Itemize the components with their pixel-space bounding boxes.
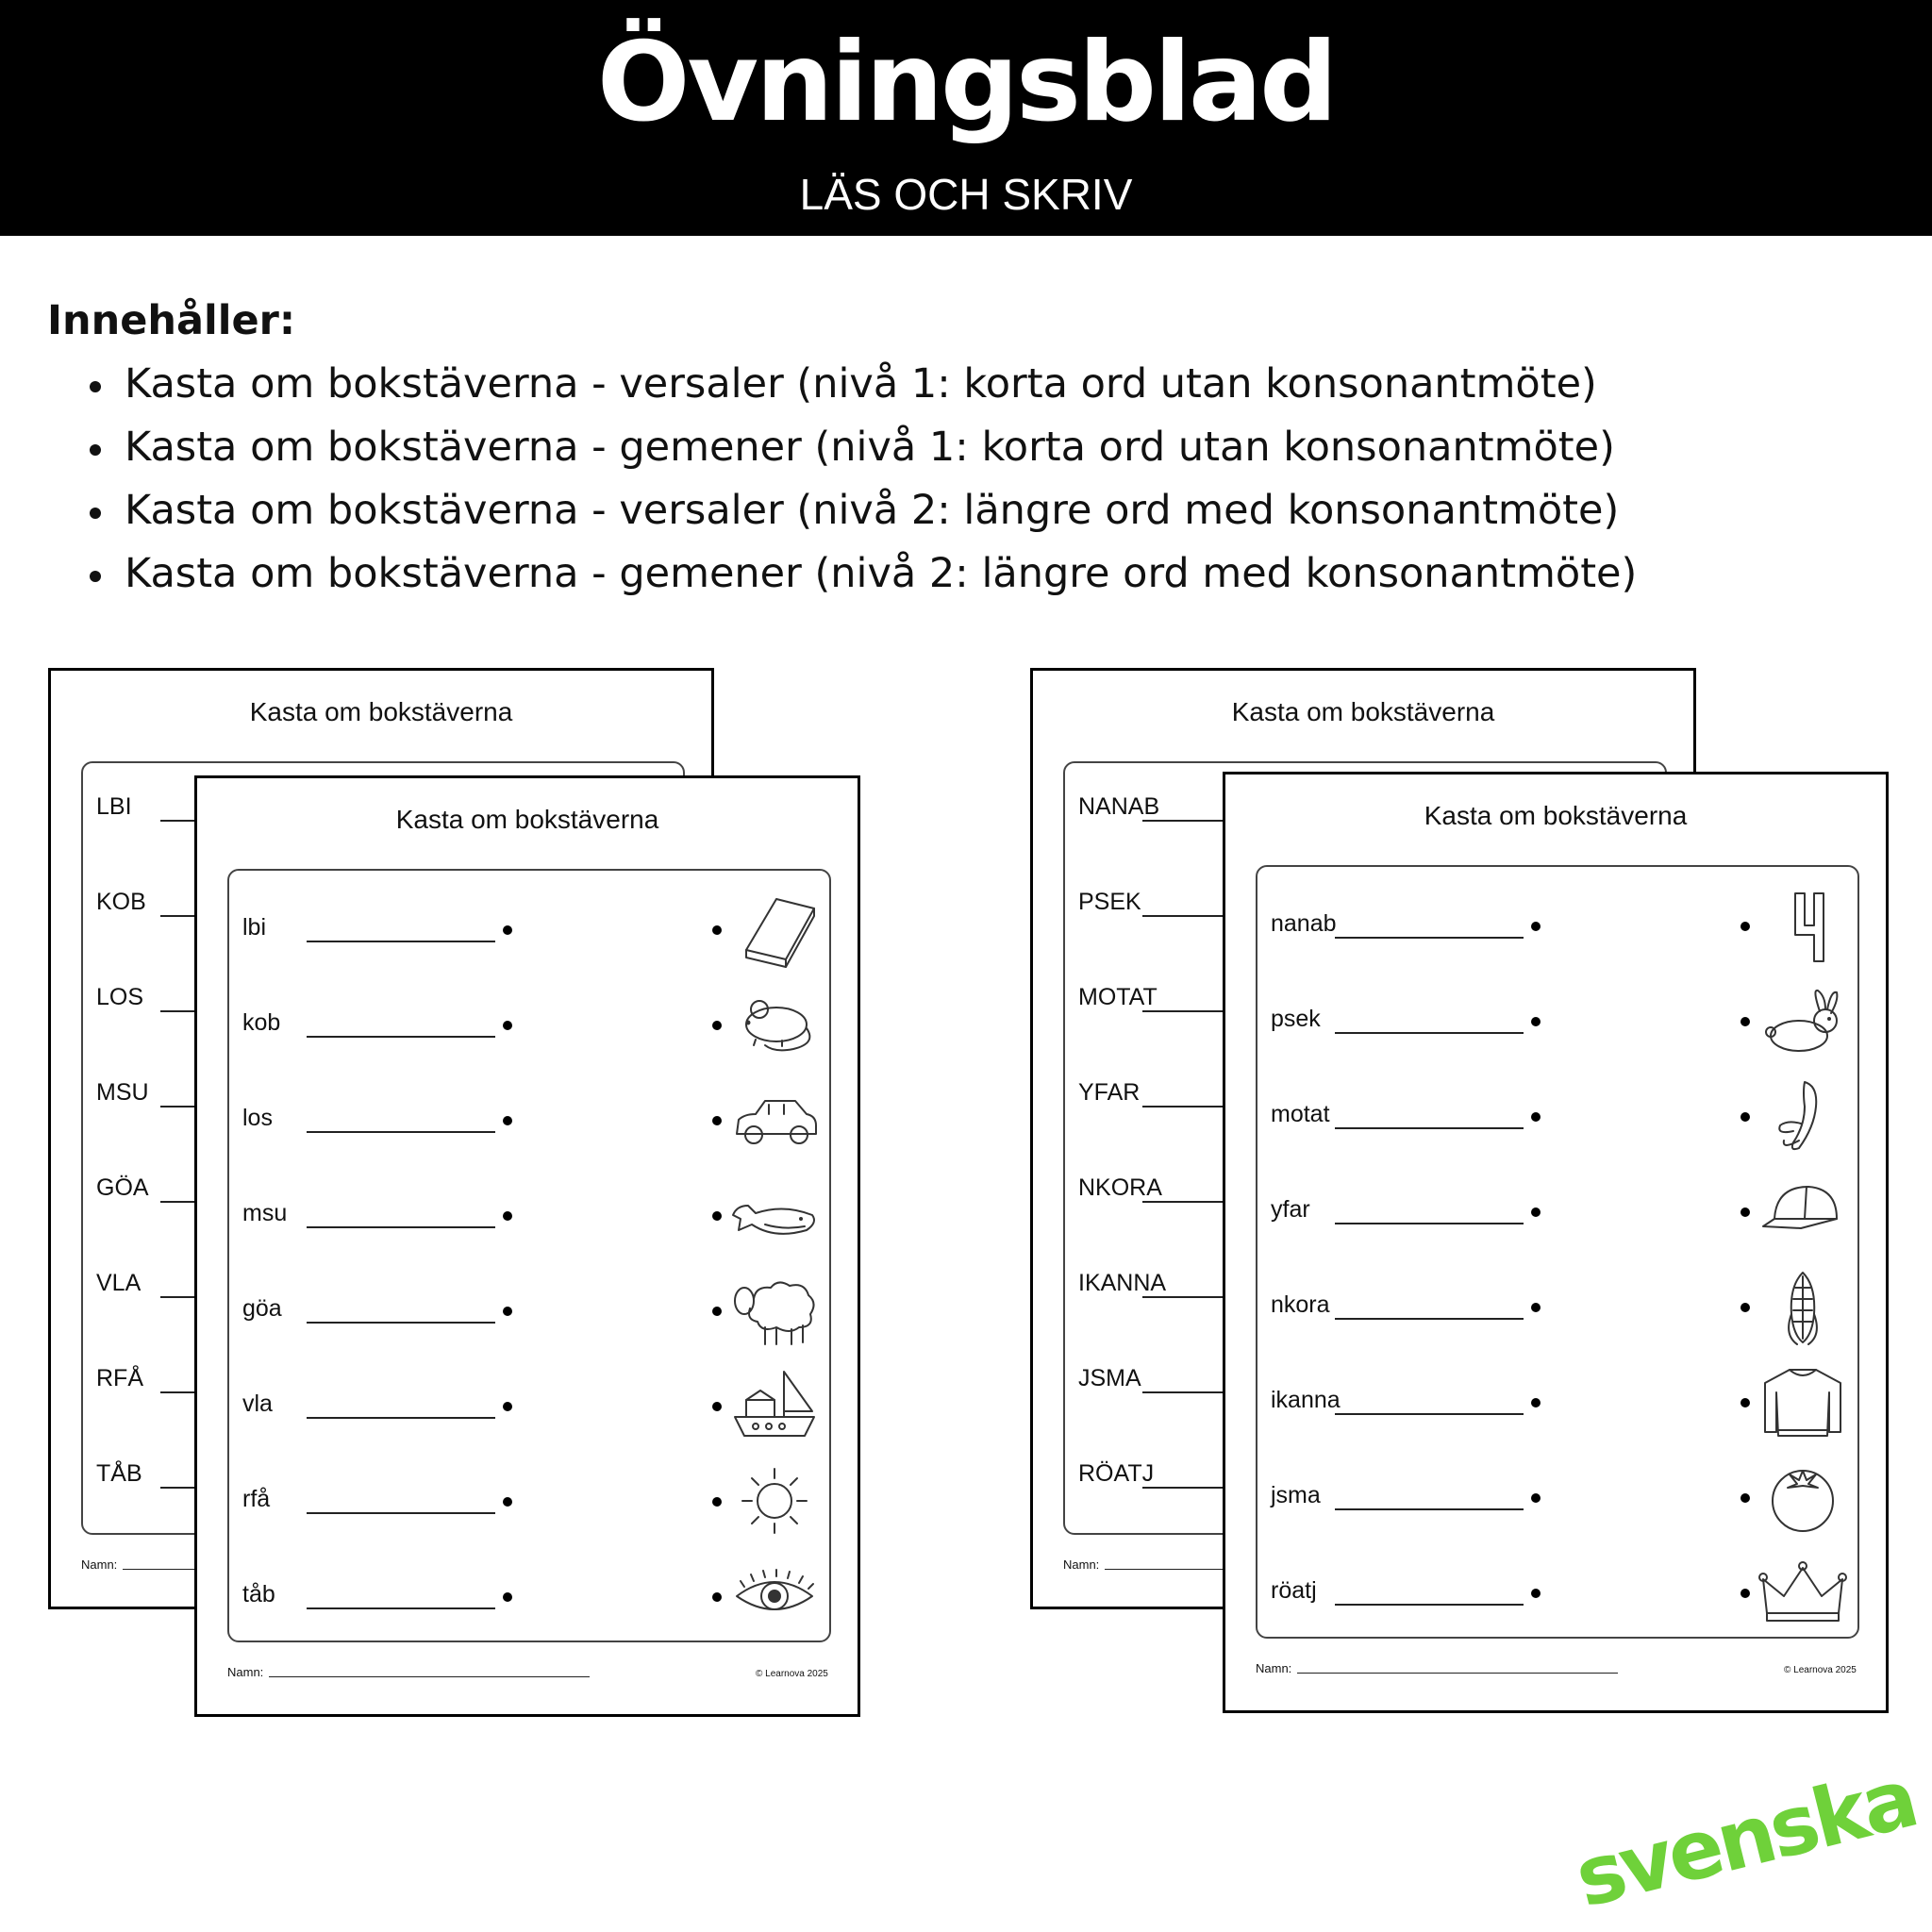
banana-icon: [1756, 1078, 1850, 1154]
answer-line: [307, 1226, 495, 1228]
scrambled-word: psek: [1271, 1006, 1321, 1032]
corn-icon: [1756, 1269, 1850, 1344]
match-dot[interactable]: [1531, 922, 1541, 931]
answer-line: [1335, 1318, 1524, 1320]
contents-section: [47, 292, 1840, 606]
tomato-icon: [1756, 1459, 1850, 1535]
scrambled-word: NKORA: [1078, 1174, 1162, 1201]
answer-line: [1335, 1127, 1524, 1129]
contents-list: [47, 353, 1840, 606]
rabbit-icon: [1756, 983, 1850, 1058]
match-dot[interactable]: [1531, 1493, 1541, 1503]
answer-line: [1335, 1413, 1524, 1415]
header-banner: [0, 0, 1932, 236]
match-dot[interactable]: [1740, 922, 1750, 931]
match-dot[interactable]: [712, 1211, 722, 1221]
book-icon: [727, 891, 822, 967]
scrambled-word: nkora: [1271, 1291, 1330, 1318]
mouse-icon: [727, 987, 822, 1062]
match-dot[interactable]: [1740, 1303, 1750, 1312]
contents-heading: Innehåller:: [47, 297, 296, 344]
match-dot[interactable]: [712, 925, 722, 935]
sheet-title: Kasta om bokstäverna: [1424, 801, 1688, 830]
name-label: Namn:: [81, 1557, 118, 1572]
answer-line: [307, 1131, 495, 1133]
scrambled-word: rfå: [242, 1486, 271, 1512]
scrambled-word: IKANNA: [1078, 1270, 1167, 1296]
answer-line: [1335, 1508, 1524, 1510]
scrambled-word: JSMA: [1078, 1365, 1141, 1391]
copyright-text: © Learnova 2025: [1784, 1665, 1857, 1675]
scrambled-word: KOB: [96, 889, 146, 915]
scrambled-word: lbi: [242, 914, 267, 941]
answer-line: [307, 1036, 495, 1038]
match-dot[interactable]: [503, 1402, 512, 1411]
scrambled-word: vla: [242, 1391, 273, 1417]
cap-icon: [1756, 1174, 1850, 1249]
name-line: [1297, 1673, 1618, 1674]
match-dot[interactable]: [712, 1116, 722, 1125]
scrambled-word: LBI: [96, 793, 132, 820]
scrambled-word: röatj: [1271, 1577, 1317, 1604]
number-four-icon: [1756, 888, 1850, 963]
sun-icon: [727, 1463, 822, 1539]
match-dot[interactable]: [1531, 1398, 1541, 1407]
scrambled-word: nanab: [1271, 910, 1337, 937]
scrambled-word: göa: [242, 1295, 282, 1322]
match-dot[interactable]: [503, 925, 512, 935]
match-dot[interactable]: [1740, 1398, 1750, 1407]
copyright-text: © Learnova 2025: [756, 1669, 828, 1679]
match-dot[interactable]: [712, 1402, 722, 1411]
match-dot[interactable]: [1531, 1112, 1541, 1122]
scrambled-word: LOS: [96, 984, 144, 1010]
match-dot[interactable]: [1531, 1017, 1541, 1026]
match-dot[interactable]: [1531, 1208, 1541, 1217]
sheet-title: Kasta om bokstäverna: [1231, 697, 1495, 726]
scrambled-word: motat: [1271, 1101, 1330, 1127]
answer-line: [307, 1417, 495, 1419]
match-dot[interactable]: [1740, 1589, 1750, 1598]
answer-line: [307, 1322, 495, 1324]
page-title: Övningsblad: [596, 19, 1336, 146]
eye-icon: [727, 1558, 822, 1634]
whale-icon: [727, 1177, 822, 1253]
boat-icon: [727, 1368, 822, 1443]
name-line: [269, 1676, 590, 1677]
answer-line: [1335, 1604, 1524, 1606]
sheet-title: Kasta om bokstäverna: [395, 805, 659, 834]
scrambled-word: TÅB: [96, 1460, 142, 1487]
match-dot[interactable]: [712, 1592, 722, 1602]
match-dot[interactable]: [1740, 1017, 1750, 1026]
scrambled-word: YFAR: [1078, 1079, 1141, 1106]
sweater-icon: [1756, 1364, 1850, 1440]
name-label: Namn:: [1256, 1661, 1292, 1675]
match-dot[interactable]: [1531, 1303, 1541, 1312]
scrambled-word: NANAB: [1078, 793, 1160, 820]
match-dot[interactable]: [1740, 1112, 1750, 1122]
worksheet-front: [1223, 772, 1889, 1713]
car-icon: [727, 1082, 822, 1158]
scrambled-word: yfar: [1271, 1196, 1310, 1223]
sheet-title: Kasta om bokstäverna: [249, 697, 513, 726]
match-dot[interactable]: [712, 1021, 722, 1030]
scrambled-word: tåb: [242, 1581, 275, 1607]
match-dot[interactable]: [503, 1307, 512, 1316]
scrambled-word: jsma: [1271, 1482, 1321, 1508]
list-item: Kasta om bokstäverna - versaler (nivå 2: längre ord med konsonantmöte): [125, 479, 1840, 542]
svenska-logo: [1561, 1740, 1924, 1926]
crown-icon: [1756, 1555, 1850, 1630]
scrambled-word: PSEK: [1078, 889, 1141, 915]
scrambled-word: MOTAT: [1078, 984, 1158, 1010]
sheep-icon: [727, 1273, 822, 1348]
answer-line: [1335, 1032, 1524, 1034]
list-item: Kasta om bokstäverna - gemener (nivå 1: korta ord utan konsonantmöte): [125, 416, 1840, 479]
scrambled-word: ikanna: [1271, 1387, 1341, 1413]
scrambled-word: MSU: [96, 1079, 149, 1106]
match-dot[interactable]: [1740, 1493, 1750, 1503]
match-dot[interactable]: [503, 1211, 512, 1221]
answer-line: [307, 941, 495, 942]
answer-line: [307, 1607, 495, 1609]
list-item: Kasta om bokstäverna - gemener (nivå 2: längre ord med konsonantmöte): [125, 542, 1840, 606]
scrambled-word: msu: [242, 1200, 288, 1226]
match-dot[interactable]: [503, 1021, 512, 1030]
worksheet-front: [194, 775, 860, 1717]
scrambled-word: los: [242, 1105, 273, 1131]
list-item: Kasta om bokstäverna - versaler (nivå 1: korta ord utan konsonantmöte): [125, 353, 1840, 416]
logo-text: svenska: [1566, 1751, 1924, 1926]
answer-line: [307, 1512, 495, 1514]
match-dot[interactable]: [1531, 1589, 1541, 1598]
name-label: Namn:: [1063, 1557, 1100, 1572]
name-label: Namn:: [227, 1665, 264, 1679]
scrambled-word: kob: [242, 1009, 281, 1036]
match-dot[interactable]: [712, 1497, 722, 1507]
scrambled-word: RÖATJ: [1078, 1460, 1155, 1487]
scrambled-word: VLA: [96, 1270, 142, 1296]
match-dot[interactable]: [503, 1592, 512, 1602]
answer-line: [1335, 1223, 1524, 1224]
match-dot[interactable]: [1740, 1208, 1750, 1217]
match-dot[interactable]: [503, 1116, 512, 1125]
answer-line: [1335, 937, 1524, 939]
match-dot[interactable]: [503, 1497, 512, 1507]
page-subtitle: LÄS OCH SKRIV: [799, 170, 1133, 219]
match-dot[interactable]: [712, 1307, 722, 1316]
scrambled-word: RFÅ: [96, 1365, 143, 1391]
scrambled-word: GÖA: [96, 1174, 149, 1201]
